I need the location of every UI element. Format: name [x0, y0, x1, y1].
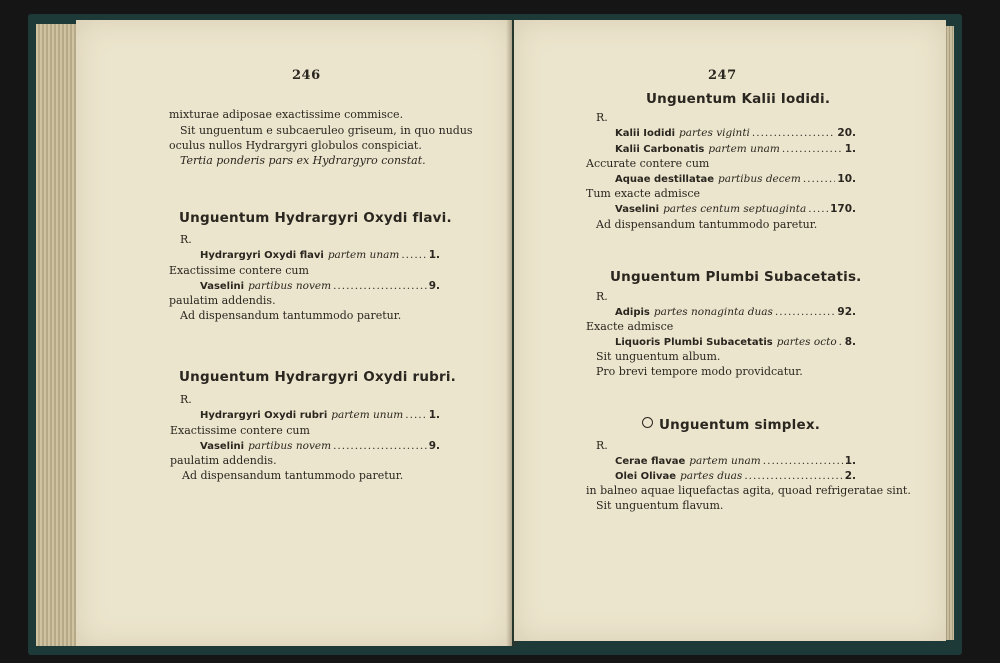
ingredient-amount: partem unam — [689, 455, 761, 467]
ingredient-qty: 1. — [428, 249, 440, 261]
ingredient-qty: 1. — [428, 409, 440, 421]
ingredient-amount: partibus novem — [248, 440, 332, 452]
ingredient-amount: partes viginti — [679, 127, 750, 139]
ingredient-name: Vaselini — [200, 441, 245, 452]
text-line: mixturae adiposae exactissime commisce. — [169, 108, 404, 121]
page-number: 246 — [292, 68, 321, 83]
leader-dots — [839, 335, 843, 349]
text-line: Accurate contere cum — [586, 157, 710, 170]
ingredient-line — [615, 469, 856, 484]
ingredient-name: Kalii Iodidi — [615, 128, 676, 139]
ingredient-name: Adipis — [615, 307, 650, 318]
ingredient-amount: partes octo — [776, 336, 837, 348]
ingredient-line — [615, 202, 856, 217]
text-line: Tertia ponderis pars ex Hydrargyro constat. — [180, 154, 426, 167]
ingredient-qty: 9. — [428, 280, 440, 292]
ingredient-amount: partem unum — [331, 409, 404, 421]
text-line: Exactissime contere cum — [169, 264, 309, 277]
text-line: Tum exacte admisce — [586, 187, 701, 200]
leader-dots — [752, 126, 835, 140]
text-line: Sit unguentum album. — [596, 350, 721, 363]
text-line: Ad dispensandum tantummodo paretur. — [182, 469, 404, 482]
ingredient-amount: partem unam — [327, 249, 400, 261]
ingredient-name: Vaselini — [200, 281, 245, 292]
text-line: Pro brevi tempore modo providcatur. — [596, 365, 803, 378]
rx-symbol: R. — [596, 439, 608, 452]
ingredient-amount: partes nonaginta duas — [653, 306, 773, 318]
leader-dots — [808, 202, 828, 216]
text-line: paulatim addendis. — [169, 294, 276, 307]
ingredient-name: Hydrargyri Oxydi flavi — [200, 250, 324, 261]
ingredient-line — [615, 335, 856, 350]
leader-dots — [401, 248, 426, 262]
text-line: oculus nullos Hydrargyri globulos conspiciat. — [169, 139, 422, 152]
recipe-title: Unguentum Hydrargyri Oxydi flavi. — [179, 210, 452, 226]
circle-icon — [642, 417, 653, 428]
ingredient-name: Hydrargyri Oxydi rubri — [200, 410, 328, 421]
ingredient-line — [200, 408, 440, 423]
leader-dots — [775, 305, 835, 319]
leader-dots — [744, 469, 842, 483]
ingredient-name: Aquae destillatae — [615, 174, 715, 185]
ingredient-qty: 8. — [844, 336, 856, 348]
ingredient-qty: 1. — [844, 143, 856, 155]
ingredient-qty: 10. — [837, 173, 856, 185]
ingredient-name: Kalii Carbonatis — [615, 144, 705, 155]
ingredient-amount: partibus decem — [718, 173, 801, 185]
ingredient-qty: 92. — [837, 306, 856, 318]
ingredient-qty: 9. — [428, 440, 440, 452]
page-number: 247 — [708, 68, 737, 83]
text-line: Exacte admisce — [586, 320, 674, 333]
ingredient-qty: 20. — [837, 127, 856, 139]
leader-dots — [333, 439, 427, 453]
leader-dots — [782, 142, 843, 156]
ingredient-line — [200, 439, 440, 454]
recipe-title-text: Unguentum simplex. — [659, 417, 821, 433]
rx-symbol: R. — [180, 233, 192, 246]
text-line: Ad dispensandum tantummodo paretur. — [596, 218, 818, 231]
text-line: Exactissime contere cum — [170, 424, 310, 437]
text-line: Sit unguentum flavum. — [596, 499, 724, 512]
rx-symbol: R. — [596, 111, 608, 124]
ingredient-name: Olei Olivae — [615, 471, 677, 482]
rx-symbol: R. — [180, 393, 192, 406]
text-line: paulatim addendis. — [170, 454, 277, 467]
ingredient-line — [615, 454, 856, 469]
ingredient-line — [615, 142, 856, 157]
leader-dots — [803, 172, 836, 186]
leader-dots — [405, 408, 426, 422]
ingredient-name: Vaselini — [615, 204, 660, 215]
leader-dots — [763, 454, 843, 468]
rx-symbol: R. — [596, 290, 608, 303]
ingredient-line — [615, 126, 856, 141]
ingredient-line — [200, 279, 440, 294]
ingredient-amount: partibus novem — [248, 280, 332, 292]
ingredient-line — [615, 305, 856, 320]
leader-dots — [333, 279, 427, 293]
text-line: Sit unguentum e subcaeruleo griseum, in quo nudus — [180, 124, 473, 137]
ingredient-name: Cerae flavae — [615, 456, 686, 467]
recipe-title: Unguentum Hydrargyri Oxydi rubri. — [179, 369, 457, 385]
recipe-title: Unguentum Kalii Iodidi. — [646, 91, 831, 107]
ingredient-qty: 170. — [830, 203, 856, 215]
ingredient-qty: 2. — [844, 470, 856, 482]
ingredient-line — [615, 172, 856, 187]
ingredient-qty: 1. — [844, 455, 856, 467]
ingredient-name: Liquoris Plumbi Subacetatis — [615, 337, 773, 348]
ingredient-amount: partem unam — [708, 143, 780, 155]
ingredient-line — [200, 248, 440, 263]
ingredient-amount: partes duas — [680, 470, 743, 482]
page-edges-left — [36, 24, 80, 646]
text-line: Ad dispensandum tantummodo paretur. — [180, 309, 402, 322]
text-line: in balneo aquae liquefactas agita, quoad refrigeratae sint. — [586, 484, 911, 497]
ingredient-amount: partes centum septuaginta — [663, 203, 807, 215]
recipe-title: Unguentum Plumbi Subacetatis. — [610, 269, 862, 285]
left-page — [76, 20, 512, 646]
recipe-title — [642, 417, 820, 433]
right-page — [514, 20, 946, 641]
